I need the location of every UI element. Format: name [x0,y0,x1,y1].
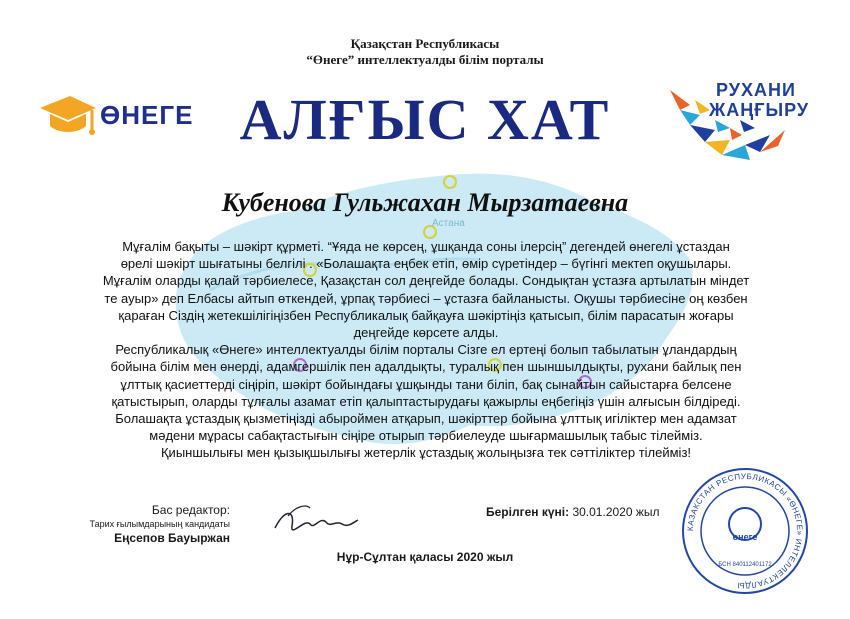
body-line: қараған Сіздің жетекшілігіңізбен Республикалық байқауға шәкіртіңіз қатысып, білім парасатын жоғары [118,307,734,323]
body-line: Мұғалім бақыты – шәкірт құрметі. “Ұяда не көрсең, ұшқанда соны ілерсің” дегендей өнегелі ұстаздан [122,239,730,254]
body-line: Мұғалім оларды қалай тәрбиелесе, Қазақстан сол деңгейде болады. Сондықтан ұстазға артылатын міндет [102,273,750,289]
body-line: өрелі шәкірт шығатыны белгілі . «Болашақта еңбек етіп, өмір сүретіндер – бүгінгі мектеп оқушылары. [120,256,732,272]
signature [270,498,360,546]
issue-date [486,505,660,519]
seal-center-text: өнеге [732,532,758,542]
body-line: Болашақта ұстаздық қызметіңізді абыроймен атқарып, шәкірттер бойына ұлттық игіліктер мен адамзат [115,411,737,427]
editor-subtitle: Тарих ғылымдарының кандидаты [89,519,230,529]
body-line: те ауыр» деп Елбасы айтып өткендей, ұрпақ тәрбиесі – ұстазға байланысты. Оқушы тәрбиесіне оң көзбен [104,290,748,306]
recipient-name: Кубенова Гульжахан Мырзатаевна [221,188,629,217]
body-line: бойына білім мен өнерді, адамгершілік пен адалдықты, туралық пен шыншылдықты, рухани байлық пен [110,359,742,375]
body-line: мәдени мұрасы сабақтастығын сіңіре отырып тәрбиелеуде шығармашылық табыс тілейміз. [149,428,703,444]
document-title: АЛҒЫС ХАТ [239,87,611,152]
body-line: Республикалық «Өнеге» интеллектуалды білім порталы Сізге ел ертеңі болып табылатын ұландардың [115,342,737,358]
issue-date-label: Берілген күні: [486,505,570,519]
editor-block [80,503,230,545]
issue-date-value: 30.01.2020 жыл [572,505,660,519]
editor-role: Бас редактор: [151,503,230,517]
city-year: Нұр-Сұлтан қаласы 2020 жыл [336,550,514,564]
rukhani-logo-line1: РУХАНИ [716,80,796,100]
seal-bottom-text: БСН 840112401172 [718,562,772,568]
header-country: Қазақстан Республикасы [350,36,500,51]
map-label: Астана [432,218,465,229]
body-line: ұлттық қасиеттерді сіңіріп, шәкірт бойындағы ұшқынды тани біліп, бақ сынайтын сайыстарға белсене [120,376,732,392]
official-seal [680,466,810,596]
body-line: қатыстырып, оларды тұлғалы азамат етіп қалыптастырудағы қажырлы еңбегіңіз үшін алғысын білдіреді. [111,393,741,409]
onege-logo-text: ӨНЕГЕ [100,100,194,130]
header-portal: “Өнеге” интеллектуалды білім порталы [306,52,544,67]
seal-ring-text: КАЗАКСТАН РЕСПУБЛИКАСЫ «ӨНЕГЕ» ИНТЕЛЛЕКТУАЛДЫ [685,471,805,591]
editor-name: Еңсепов Бауыржан [114,531,230,545]
body-line: деңгейде көрсете алды. [353,325,499,341]
body-line: Қиыншылығы мен қызықшылығы жетерлік ұстаздық жолыңызға тек сәттіліктер тілейміз! [160,445,692,461]
rukhani-logo-line2: ЖАҢҒЫРУ [709,100,810,120]
letter-body [98,238,754,462]
